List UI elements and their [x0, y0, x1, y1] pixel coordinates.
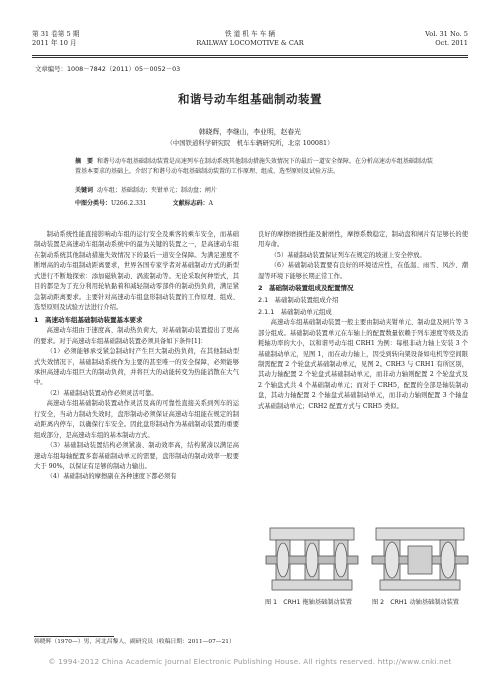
paper-authors: 韩晓辉，李继山，李业明，赵春光: [199, 128, 301, 136]
figure-2-caption: 图 2 CRH1 动轴基础制动装置: [372, 599, 459, 606]
body-paragraph: 高速动车组基础制动装置动作灵活及高的可靠性直接关系到列车的运行安全，当动力制动失效时，盘形制动必须保证高速动车组能在规定的制动距离内停车，以确保行车安全。因此盘形制动作为基础制动装置的重要组成部分，是高速动车组的基本制动方式。: [34, 400, 239, 439]
header-rule-thick: [32, 55, 468, 56]
body-paragraph: （4）基础制动的摩擦副在各种速度下都必须有: [46, 473, 177, 481]
section-heading: 2.1 基础制动装置组成介绍: [258, 295, 339, 304]
author-footnote: 韩晓辉（1970—）男，河北昌黎人，副研究员（收稿日期：2011—07—21）: [34, 639, 235, 645]
right-column: [258, 230, 468, 412]
issue-date: 2011 年 10 月: [32, 38, 77, 47]
keywords-label: 关键词: [75, 187, 94, 194]
body-paragraph: 良好的摩擦磨损性能及耐磨性，摩擦系数稳定，制动盘和闸片有足够长的使用寿命。: [258, 231, 468, 249]
journal-name-cn: 铁 道 机 车 车 辆: [224, 30, 276, 38]
doc-code-label: 文献标志码：: [172, 200, 209, 207]
left-column: [34, 230, 239, 483]
body-paragraph: 高速动车组基础制动装置一般主要由制动夹钳单元、制动盘及闸片等 3 部分组成。基础制动装置单元在车轴上的配置数量依赖于列车速度等级及消耗轴功率的大小，以和谐号动车组 CRH1 为例：每根非动力轴上安装 3 个基础制动单元，见图 1，而在动力轴上，因受到转向架设备如电机等空间限制需配置 2 个轮盘式基础制动单元，见图 2。CRH3 与 CRH1 有所区别，其动力轴配置 2 个轮盘式基础制动单元，而非动力轴则配置 2 个轮盘式及 2 个轴盘式共 4 个基础制动单元；而对于 CRH5，配置的全部是轴装制动盘，其动力轴配置 2 个轴盘式基础制动单元，而非动力轴则配置 3 个轴盘式基础制动单元；CRH2 配置方式与 CRH5 类似。: [258, 319, 468, 410]
journal-name: [32, 30, 468, 48]
keywords-text: 动车组；基础制动；夹钳单元；制动盘；闸片: [96, 187, 217, 194]
issue-volume: 第 31 卷第 5 期: [32, 30, 80, 38]
keywords: [75, 186, 435, 195]
header-rule-thin: [32, 57, 468, 58]
clc-label: 中图分类号：: [75, 200, 112, 207]
brake-unit-figures: [262, 520, 470, 600]
abstract-text: 和谐号动车组基础制动装置是高速列车在制动系统其他制动措施失效情况下的最后一道安全保障。在分析高速动车组基础制动装置基本要求的基础上，介绍了和谐号动车组基础制动装置的工作原理、组成、选型原则及试验方法。: [75, 158, 433, 175]
body-paragraph: 高速动车组由于速度高、制动热负荷大，对基础制动装置提出了更高的要求。对于高速动车组基础制动装置必须具备如下条件[1]：: [34, 327, 239, 345]
journal-name-en: RAILWAY LOCOMOTIVE & CAR: [196, 38, 304, 47]
paper-title: 和谐号动车组基础制动装置: [178, 92, 322, 106]
body-paragraph: 制动系统性能直接影响动车组的运行安全及乘客的乘车安全，而基础制动装置是高速动车组制动系统中的最为关键的装置之一，是高速动车组在制动系统其他制动措施失效情况下的最后一道安全保障。为满足速度不断增高的动车组制动距离要求，世界各国专家学者对基础制动方式的新型式进行不断地探索：添加磁轨制动、涡流制动等。无论采取何种型式，其目的都是为了充分利用轮轨黏着和减轻制动零部件的制动热负荷，满足紧急制动距离要求。主要针对高速动车组盘形制动装置的工作原理、组成、选型原则及试验方法进行介绍。: [34, 231, 239, 312]
abstract-label: 摘 要: [75, 158, 94, 165]
footnote-rule: [34, 636, 114, 637]
paper-affiliation: （中国铁道科学研究院 机车车辆研究所，北京 100081）: [166, 139, 334, 147]
article-number: 文章编号：1008－7842（2011）05－0052－03: [35, 65, 181, 73]
body-paragraph: （2）基础制动装置动作必须灵活可靠。: [46, 389, 158, 397]
issue-volume-en: Vol. 31 No. 5: [425, 30, 468, 38]
figure-1-caption: 图 1 CRH1 拖轴基础制动装置: [265, 599, 352, 606]
abstract: [75, 157, 435, 177]
copyright-watermark: © 1994-2012 China Academic Journal Electronic Publishing House. All rights reserved. http://www.cnki.net: [48, 657, 452, 666]
section-heading: 2 基础制动装置组成及配置情况: [258, 284, 354, 293]
issue-date-en: Oct. 2011: [435, 38, 468, 47]
section-heading: 1 高速动车组基础制动装置基本要求: [34, 315, 143, 324]
classification: [75, 199, 435, 208]
issue-info-en: [425, 30, 468, 48]
body-paragraph: （3）基础制动装置结构必须紧凑、制动效率高，结构紧凑以满足高速动车组每轴配置多套基础制动单元的需要，盘形制动的制动效率一般要大于 90%，以保证有足够的制动力输出。: [34, 442, 239, 470]
figure-1-drawing: [266, 528, 358, 590]
doc-code-value: A: [208, 200, 213, 207]
section-heading: 2.1.1 基础制动单元组成: [258, 307, 332, 316]
journal-header: [32, 30, 468, 52]
body-paragraph: （6）基础制动装置要有良好的环境适应性，在低温、雨雪、风沙、潮湿等环境下能够长期正常工作。: [258, 262, 468, 280]
figure-2-drawing: [372, 528, 468, 590]
body-paragraph: （5）基础制动装置保证列车在规定的坡道上安全停放。: [270, 251, 426, 259]
body-paragraph: （1）必须能够承受紧急制动时产生巨大制动热负荷，在其他制动型式失效情况下，基础制动系统作为主要的甚至唯一的安全保障，必须能够承担高速动车组巨大的制动负荷，并将巨大的动能转变为热能消散在大气中。: [34, 348, 239, 387]
clc-value: U266.2.331: [111, 200, 147, 207]
